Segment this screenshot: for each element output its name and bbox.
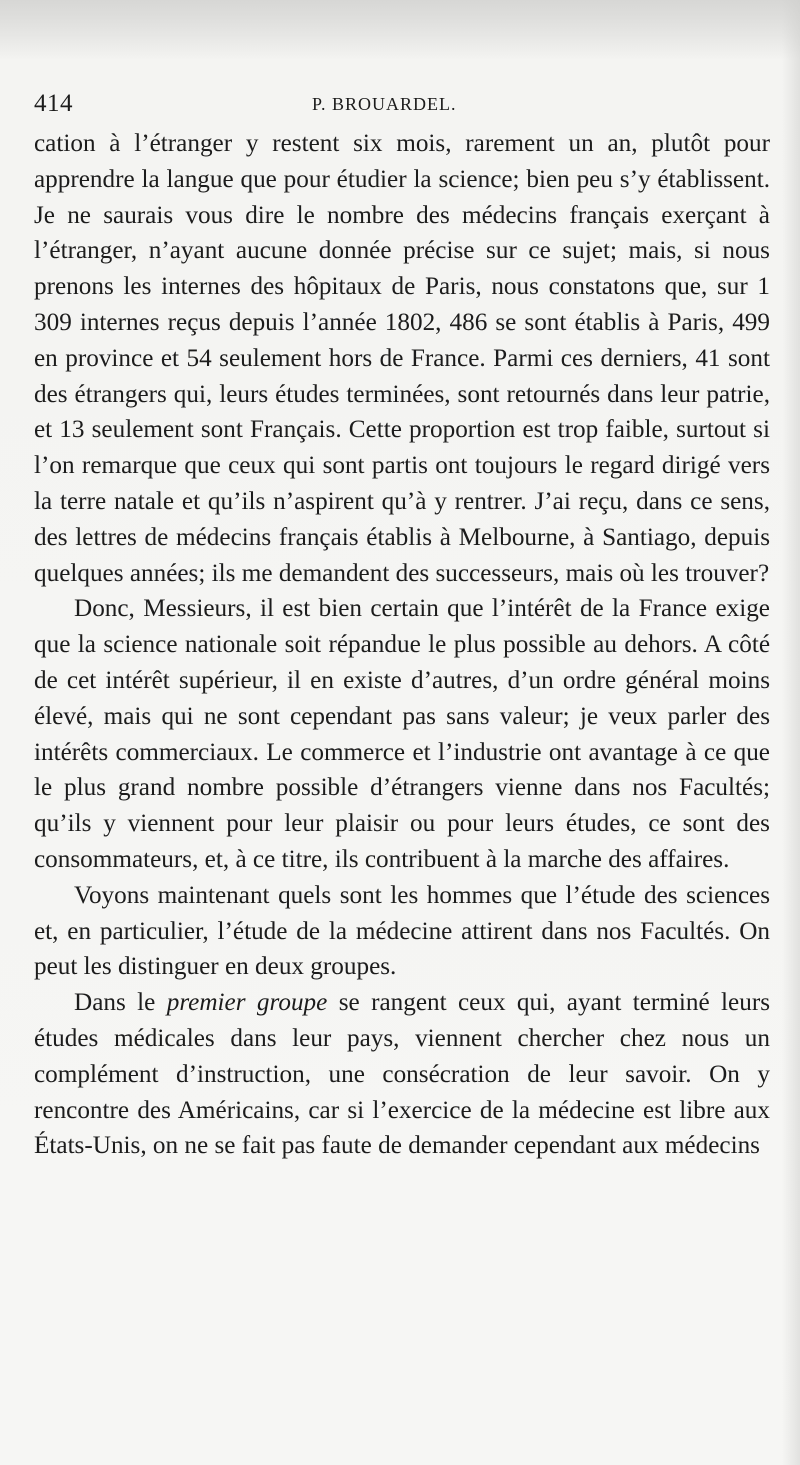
paragraph-3 (34, 878, 770, 985)
paragraph-4-text-a: Dans le (74, 989, 167, 1017)
running-head-author: P. BROUARDEL. (312, 94, 457, 114)
paragraph-3-text: Voyons maintenant quels sont les hommes que l’étude des sciences et, en particulier, l’étude de la médecine attirent dans nos Facultés. On peut les distinguer en deux groupes. (34, 881, 770, 981)
body-text (34, 126, 770, 1164)
paragraph-2-text: Donc, Messieurs, il est bien certain que l’intérêt de la France exige que la science nationale soit répandue le plus possible au dehors. A côté de cet intérêt supérieur, il en existe d’autres, d’un ordre général moins élevé, mais qui ne sont cependant pas sans valeur; je veux parler des intérêts commerciaux. Le commerce et l’industrie ont avantage à ce que le plus grand nombre possible d’étrangers vienne dans nos Facultés; qu’ils y viennent pour leur plaisir ou pour leurs études, ce sont des consommateurs, et, à ce titre, ils contribuent à la marche des affaires. (34, 595, 770, 873)
paragraph-4-italic: premier groupe (166, 989, 328, 1017)
page-number: 414 (34, 90, 73, 117)
paragraph-4 (34, 985, 770, 1164)
paragraph-2 (34, 591, 770, 877)
paragraph-1-text: cation à l’étranger y restent six mois, rarement un an, plutôt pour apprendre la langue que pour étudier la science; bien peu s’y établissent. Je ne saurais vous dire le nombre des médecins français exerçant à l’étranger, n’ayant aucune donnée précise sur ce sujet; mais, si nous prenons les internes des hôpitaux de Paris, nous constatons que, sur 1 309 internes reçus depuis l’année 1802, 486 se sont établis à Paris, 499 en province et 54 seulement hors de France. Parmi ces derniers, 41 sont des étrangers qui, leurs études terminées, sont retournés dans leur patrie, et 13 seulement sont Français. Cette proportion est trop faible, surtout si l’on remarque que ceux qui sont partis ont toujours le regard dirigé vers la terre natale et qu’ils n’aspirent qu’à y rentrer. J’ai reçu, dans ce sens, des lettres de médecins français établis à Melbourne, à Santiago, depuis quelques années; ils me demandent des successeurs, mais où les trouver? (34, 130, 770, 587)
paragraph-4-text-b: se rangent ceux qui, ayant terminé leurs études médicales dans leur pays, viennent chercher chez nous un complément d’instruction, une consécration de leur savoir. On y rencontre des Américains, car si l’exercice de la médecine est libre aux États-Unis, on ne se fait pas faute de demander cependant aux médecins (34, 989, 771, 1160)
paragraph-1 (34, 126, 770, 591)
running-head (34, 86, 770, 126)
